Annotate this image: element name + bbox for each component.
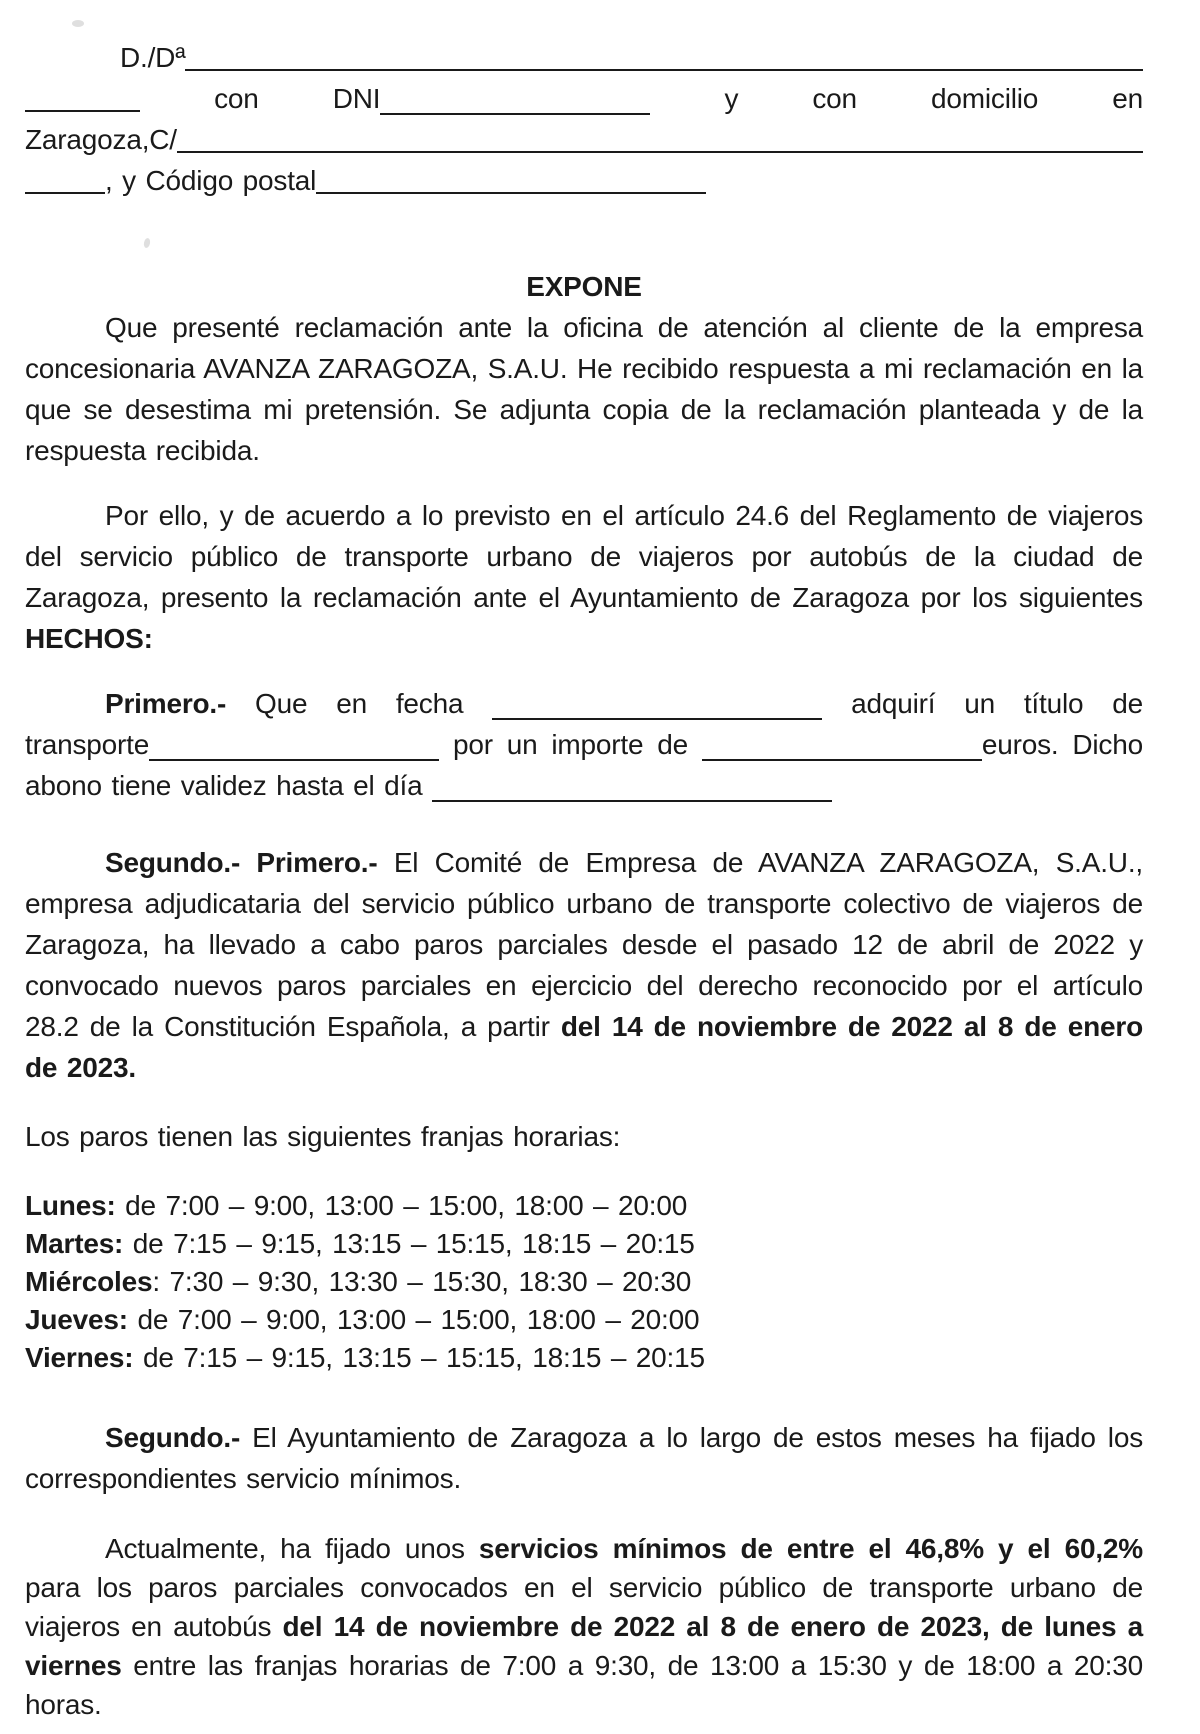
- schedule-row-martes: [25, 1225, 1143, 1263]
- paragraph-text: El Ayuntamiento de Zaragoza a lo largo de estos meses ha fijado los correspondientes servicio mínimos.: [25, 1422, 1143, 1494]
- transporte-blank-line: [149, 757, 439, 761]
- paragraph-text: adquirí un título de: [822, 688, 1143, 719]
- transporte-field: [25, 729, 439, 760]
- paragraph-segundo-primero: [25, 842, 1143, 1088]
- blank-line: [25, 192, 105, 194]
- expone-heading: EXPONE: [526, 271, 642, 302]
- importe-field: [702, 729, 1059, 760]
- strike-dates-bold: del 14 de noviembre de 2022 al 8 de enero de 2023.: [25, 1011, 1143, 1083]
- validez-blank-line: [432, 798, 832, 802]
- paragraph-text: El Comité de Empresa de AVANZA ZARAGOZA, S.A.U., empresa adjudicataria del servicio público urbano de transporte colectivo de viajeros de Zaragoza, ha llevado a cabo paros parciales desde el pasado 12 de abril de 2022 y convocado nuevos paros parciales en ejercicio del derecho reconocido por el artículo 28.2 de la Constitución Española, a partir: [25, 847, 1143, 1042]
- form-line-city: [25, 122, 1143, 163]
- postal-label: , y Código postal: [105, 165, 317, 196]
- hechos-label: HECHOS:: [25, 623, 153, 654]
- dni-label: DNI: [332, 83, 381, 114]
- postal-blank-line: [316, 192, 706, 194]
- fecha-blank-line: [492, 716, 822, 720]
- paragraph-legal-basis: [25, 495, 1143, 659]
- domicilio-label: domicilio: [931, 83, 1039, 114]
- paragraph-text: Actualmente, ha fijado unos: [105, 1533, 479, 1564]
- dates-range-bold: del 14 de noviembre de 2022 al 8 de enero de 2023, de lunes a viernes: [25, 1611, 1143, 1681]
- day-label: Viernes:: [25, 1342, 134, 1373]
- day-label: Jueves:: [25, 1304, 128, 1335]
- minimos-percent-bold: servicios mínimos de entre el 46,8% y el 60,2%: [478, 1533, 1143, 1564]
- paragraph-text: Dicho abono tiene validez hasta el día: [25, 729, 1143, 801]
- blank-line: [25, 110, 140, 112]
- form-line-titular: [25, 40, 1143, 81]
- day-label: Lunes:: [25, 1190, 116, 1221]
- city-label: Zaragoza,C/: [25, 124, 177, 155]
- primero-heading: Primero.-: [105, 688, 227, 719]
- paragraph-text: euros.: [981, 729, 1059, 760]
- form-line-dni: [25, 81, 1143, 122]
- paragraph-text: por un importe de: [439, 729, 702, 760]
- strike-schedule-list: [25, 1187, 1143, 1377]
- scan-artifact: [72, 20, 84, 27]
- paragraph-franjas-intro: [25, 1116, 1143, 1157]
- street-blank-line: [177, 151, 1143, 153]
- con-label: con: [214, 83, 259, 114]
- importe-blank-line: [702, 757, 982, 761]
- dni-field: [333, 78, 651, 119]
- form-line-postal: [25, 163, 1143, 204]
- titular-blank-line: [185, 69, 1143, 71]
- day-label: Martes:: [25, 1228, 124, 1259]
- paragraph-servicios-minimos: [25, 1529, 1143, 1724]
- en-label: en: [1112, 83, 1143, 114]
- segundo-heading: Segundo.-: [105, 1422, 241, 1453]
- schedule-row-lunes: [25, 1187, 1143, 1225]
- schedule-row-miercoles: [25, 1263, 1143, 1301]
- paragraph-text: para los paros parciales convocados en el servicio público de transporte urbano de viajeros en autobús: [25, 1572, 1143, 1642]
- day-times: de 7:15 – 9:15, 13:15 – 15:15, 18:15 – 20:15: [133, 1342, 705, 1373]
- day-times: de 7:15 – 9:15, 13:15 – 15:15, 18:15 – 20:15: [123, 1228, 695, 1259]
- day-times: de 7:00 – 9:00, 13:00 – 15:00, 18:00 – 20:00: [115, 1190, 688, 1221]
- paragraph-text: Los paros tienen las siguientes franjas horarias:: [25, 1121, 621, 1152]
- paragraph-primero: [25, 683, 1143, 806]
- paragraph-text: Que en fecha: [226, 688, 493, 719]
- paragraph-claim-filed: [25, 307, 1143, 471]
- y-label: y: [724, 83, 739, 114]
- dni-blank-line: [380, 111, 650, 115]
- paragraph-text: Por ello, y de acuerdo a lo previsto en el artículo 24.6 del Reglamento de viajeros del servicio público de transporte urbano de viajeros por autobús de la ciudad de Zaragoza, presento la reclamación ante el Ayuntamiento de Zaragoza por los siguientes: [25, 500, 1143, 613]
- paragraph-text: entre las franjas horarias de 7:00 a 9:30, de 13:00 a 15:30 y de 18:00 a 20:30 horas.: [25, 1650, 1143, 1720]
- paragraph-segundo: [25, 1417, 1143, 1499]
- paragraph-text: Que presenté reclamación ante la oficina de atención al cliente de la empresa concesionaria AVANZA ZARAGOZA, S.A.U. He recibido respuesta a mi reclamación en la que se desestima mi pretensión. Se adjunta copia de la reclamación planteada y de la respuesta recibida.: [25, 312, 1143, 466]
- schedule-row-viernes: [25, 1339, 1143, 1377]
- scan-artifact: [143, 237, 151, 248]
- titular-label: D./Dª: [120, 42, 186, 73]
- schedule-row-jueves: [25, 1301, 1143, 1339]
- segundo-primero-heading: Segundo.- Primero.-: [105, 847, 378, 878]
- con-label: con: [812, 83, 857, 114]
- day-times: : 7:30 – 9:30, 13:30 – 15:30, 18:30 – 20:30: [152, 1266, 692, 1297]
- paragraph-text: transporte: [25, 729, 150, 760]
- day-label: Miércoles: [25, 1266, 153, 1297]
- day-times: de 7:00 – 9:00, 13:00 – 15:00, 18:00 – 20:00: [127, 1304, 700, 1335]
